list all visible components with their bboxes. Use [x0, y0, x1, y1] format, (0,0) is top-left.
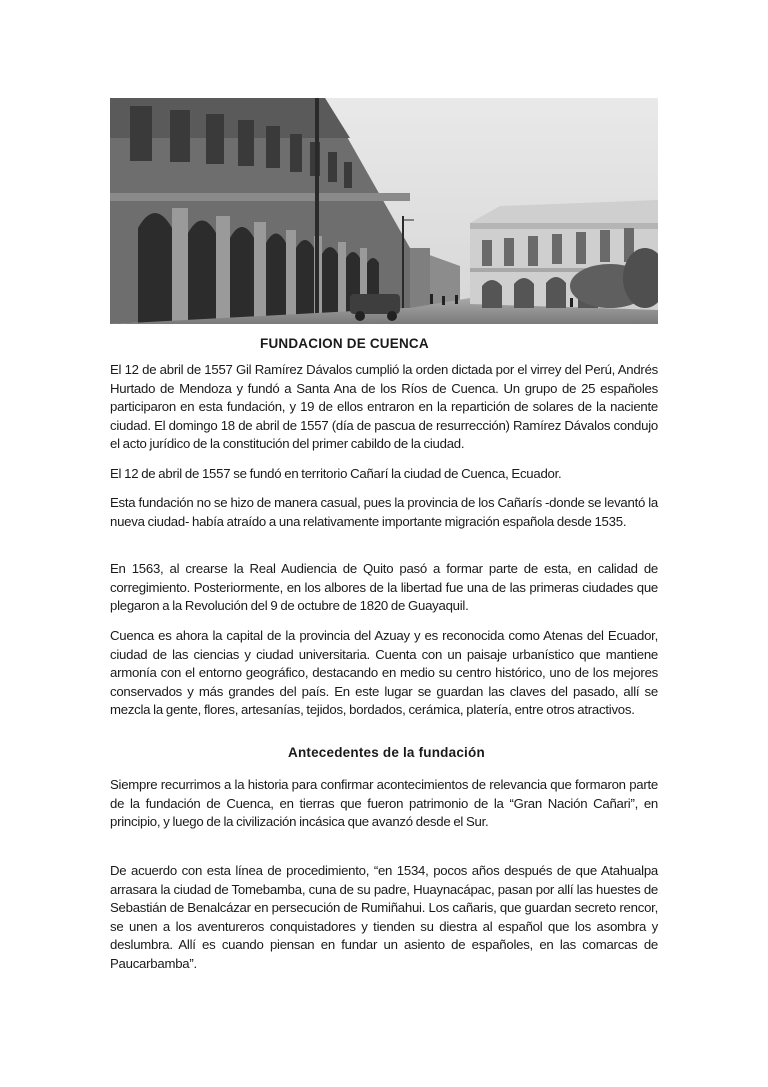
paragraph-5: Cuenca es ahora la capital de la provincia del Azuay y es reconocida como Atenas del Ecuador, ciudad de las ciencias y ciudad universitaria. Cuenta con un paisaje urbanístico que mantiene armonía con el entorno geográfico, destacando en medio su centro histórico, uno de los mejores conservados y más grandes del país. En este lugar se guardan las claves del pasado, allí se mezcla la gente, flores, artesanías, tejidos, bordados, cerámica, platería, entre otros atractivos. [110, 628, 658, 717]
paragraph-3: Esta fundación no se hizo de manera casual, pues la provincia de los Cañarís -donde se levantó la nueva ciudad- había atraído a una relativamente importante migración española desde 1535. [110, 495, 658, 529]
paragraph-1: El 12 de abril de 1557 Gil Ramírez Dávalos cumplió la orden dictada por el virrey del Perú, Andrés Hurtado de Mendoza y fundó a Santa Ana de los Ríos de Cuenca. Un grupo de 25 españoles participaron en esta fundación, y 19 de ellos entraron en la repartición de solares de la naciente ciudad. El domingo 18 de abril de 1557 (día de pascua de resurrección) Ramírez Dávalos condujo el acto jurídico de la constitución del primer cabildo de la ciudad. [110, 362, 658, 451]
paragraph-7: De acuerdo con esta línea de procedimiento, “en 1534, pocos años después de que Atahualpa arrasara la ciudad de Tomebamba, cuna de su padre, Huaynacápac, pasan por allí las huestes de Sebastián de Benalcázar en persecución de Rumiñahui. Los cañaris, que guardan secreto rencor, se unen a los aventureros conquistadores y tienden su diestra al español que los asombra y deslumbra. Allí es cuando piensan en fundar un asiento de españoles, en las comarcas de Paucarbamba”. [110, 863, 658, 971]
main-heading: FUNDACION DE CUENCA [260, 336, 429, 351]
paragraph-2: El 12 de abril de 1557 se fundó en territorio Cañarí la ciudad de Cuenca, Ecuador. [110, 466, 562, 481]
historic-street-photo [110, 98, 658, 324]
section-heading-antecedentes: Antecedentes de la fundación [288, 745, 485, 760]
paragraph-6: Siempre recurrimos a la historia para confirmar acontecimientos de relevancia que formaron parte de la fundación de Cuenca, en tierras que fueron patrimonio de la “Gran Nación Cañari”, en principio, y luego de la civilización incásica que avanzó desde el Sur. [110, 777, 658, 829]
paragraph-4: En 1563, al crearse la Real Audiencia de Quito pasó a formar parte de esta, en calidad de corregimiento. Posteriormente, en los albores de la libertad fue una de las primeras ciudades que plegaron a la Revolución del 9 de octubre de 1820 de Guayaquil. [110, 561, 658, 613]
